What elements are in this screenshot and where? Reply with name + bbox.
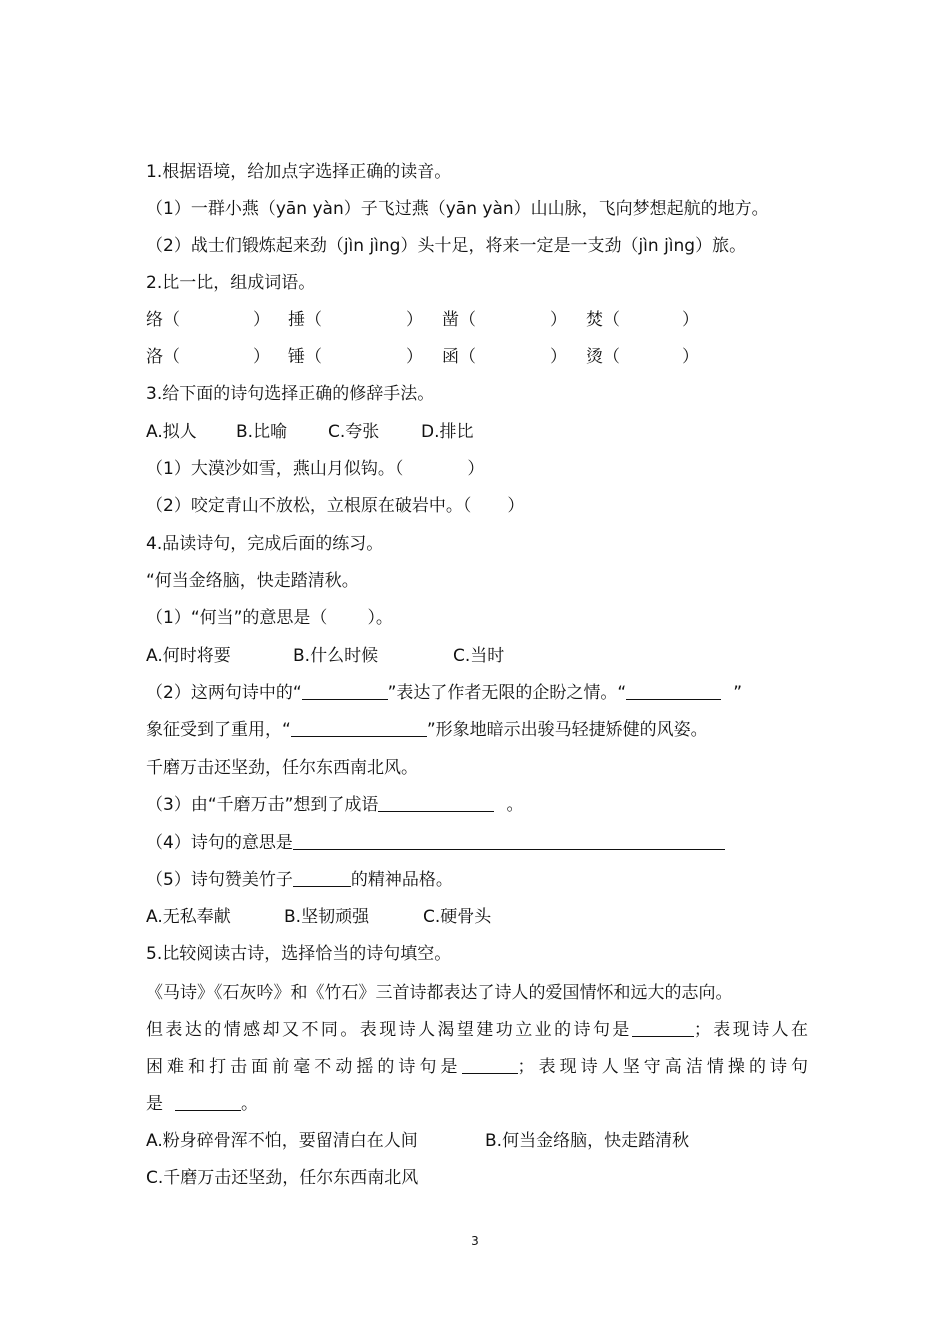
q5-option-b: B.何当金络脑，快走踏清秋 — [485, 1131, 690, 1151]
q2-r1-c2-close: ） — [406, 310, 423, 330]
q4-option2-a: A.无私奉献 — [146, 907, 231, 927]
q3-option-c: C.夸张 — [328, 422, 380, 442]
q3-title: 3.给下面的诗句选择正确的修辞手法。 — [146, 384, 435, 404]
q2-r2-c2-close: ） — [406, 347, 423, 367]
q4-poem-1: “何当金络脑，快走踏清秋。 — [146, 571, 359, 591]
q5-option-c: C.千磨万击还坚劲，任尔东西南北风 — [146, 1168, 419, 1188]
blank-2a[interactable] — [302, 681, 388, 700]
q4-options-2 — [146, 905, 491, 929]
q5-line-2: 但表达的情感却又不同。表现诗人渴望建功立业的诗句是 ；表现诗人在 — [146, 1020, 809, 1040]
q4-sub-2-line-2: 象征受到了重用，“ ”形象地暗示出骏马轻捷矫健的风姿。 — [146, 720, 708, 740]
blank-4[interactable] — [293, 831, 725, 850]
blank-2c[interactable] — [291, 718, 427, 737]
q4-option-c: C.当时 — [453, 646, 505, 666]
q4-options-1 — [146, 644, 504, 668]
q5-line-4: 是 。 — [146, 1094, 258, 1114]
q2-row-2 — [146, 345, 699, 369]
q1-title: 1.根据语境，给加点字选择正确的读音。 — [146, 162, 452, 182]
q2-r1-c3-close: ） — [550, 310, 567, 330]
q4-poem-2: 千磨万击还坚劲，任尔东西南北风。 — [146, 758, 418, 778]
q2-r2-c4-close: ） — [682, 347, 699, 367]
q3-option-a: A.拟人 — [146, 422, 197, 442]
q2-r2-c2: 锤（ — [288, 347, 322, 367]
q5-options-ab — [146, 1129, 689, 1153]
q3-sentence-2: （2）咬定青山不放松，立根原在破岩中。（ ） — [146, 496, 525, 516]
q2-r2-c1: 洛（ — [146, 347, 180, 367]
q4-sub-4: （4）诗句的意思是 — [146, 831, 725, 855]
q2-r1-c1-close: ） — [253, 310, 270, 330]
blank-5[interactable] — [293, 868, 351, 887]
q5-line-1: 《马诗》《石灰吟》和《竹石》三首诗都表达了诗人的爱国情怀和远大的志向。 — [146, 983, 733, 1003]
q4-sub-3: （3）由“千磨万击”想到了成语 。 — [146, 795, 524, 815]
q3-options — [146, 420, 474, 444]
page-number: 3 — [471, 1234, 479, 1248]
q2-r1-c2: 捶（ — [288, 310, 322, 330]
q2-r1-c1: 络（ — [146, 310, 180, 330]
q3-option-d: D.排比 — [421, 422, 474, 442]
q2-r1-c4: 焚（ — [586, 310, 620, 330]
q5-title: 5.比较阅读古诗，选择恰当的诗句填空。 — [146, 944, 452, 964]
q1-sentence-1: （1）一群小燕（yān yàn）子飞过燕（yān yàn）山山脉，飞向梦想起航的地方。 — [146, 199, 769, 219]
q3-sentence-1: （1）大漠沙如雪，燕山月似钩。（ ） — [146, 459, 485, 479]
blank-5a[interactable] — [632, 1018, 694, 1037]
blank-5c[interactable] — [175, 1092, 241, 1111]
q2-r2-c1-close: ） — [253, 347, 270, 367]
q2-r2-c3: 函（ — [442, 347, 476, 367]
q2-r1-c3: 凿（ — [442, 310, 476, 330]
q5-option-a: A.粉身碎骨浑不怕，要留清白在人间 — [146, 1131, 418, 1151]
q4-option2-c: C.硬骨头 — [423, 907, 492, 927]
q2-r1-c4-close: ） — [682, 310, 699, 330]
blank-5b[interactable] — [462, 1055, 518, 1074]
blank-3[interactable] — [378, 793, 494, 812]
q2-row-1 — [146, 308, 699, 332]
q4-title: 4.品读诗句，完成后面的练习。 — [146, 534, 384, 554]
q5-line-3: 困难和打击面前毫不动摇的诗句是 ；表现诗人坚守高洁情操的诗句 — [146, 1057, 809, 1077]
q2-r2-c4: 烫（ — [586, 347, 620, 367]
q4-option2-b: B.坚韧顽强 — [284, 907, 370, 927]
q4-sub-5: （5）诗句赞美竹子 的精神品格。 — [146, 870, 453, 890]
q2-r2-c3-close: ） — [550, 347, 567, 367]
q4-sub-1: （1）“何当”的意思是（ ）。 — [146, 608, 393, 628]
q4-sub-2-line-1: （2）这两句诗中的“ ”表达了作者无限的企盼之情。“ ” — [146, 683, 743, 703]
q1-sentence-2: （2）战士们锻炼起来劲（jìn jìng）头十足，将来一定是一支劲（jìn jìng）旅。 — [146, 236, 747, 256]
blank-2b[interactable] — [626, 681, 721, 700]
q2-title: 2.比一比，组成词语。 — [146, 273, 316, 293]
q4-option-a: A.何时将要 — [146, 646, 231, 666]
q3-option-b: B.比喻 — [236, 422, 288, 442]
q4-option-b: B.什么时候 — [293, 646, 379, 666]
